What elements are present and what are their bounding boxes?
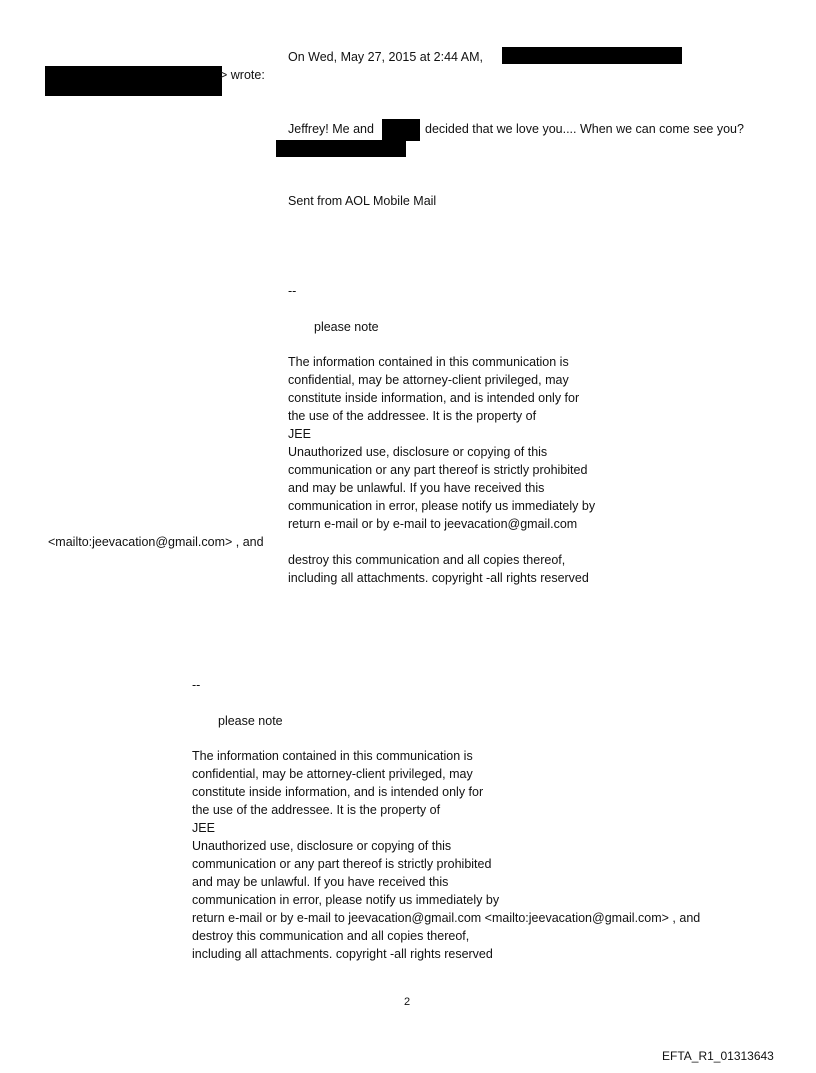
disclaimer-line: JEE bbox=[288, 427, 311, 441]
redaction-box bbox=[276, 140, 406, 157]
disclaimer-line: communication in error, please notify us immediately by bbox=[192, 893, 500, 907]
disclaimer-body bbox=[288, 353, 595, 533]
disclaimer-line: destroy this communication and all copies thereof, bbox=[288, 553, 566, 567]
disclaimer-line: confidential, may be attorney-client privileged, may bbox=[192, 767, 473, 781]
bates-number: EFTA_R1_01313643 bbox=[662, 1049, 774, 1063]
disclaimer-line: JEE bbox=[192, 821, 215, 835]
disclaimer-line: the use of the addressee. It is the property of bbox=[288, 409, 537, 423]
disclaimer-line: constitute inside information, and is intended only for bbox=[192, 785, 484, 799]
redaction-box bbox=[382, 119, 420, 141]
disclaimer-line: The information contained in this communication is bbox=[288, 355, 569, 369]
disclaimer-line: constitute inside information, and is intended only for bbox=[288, 391, 580, 405]
disclaimer-line: return e-mail or by e-mail to jeevacation@gmail.com bbox=[288, 517, 578, 531]
disclaimer-line: destroy this communication and all copies thereof, bbox=[192, 929, 470, 943]
reply-date-line: On Wed, May 27, 2015 at 2:44 AM, bbox=[288, 50, 484, 64]
disclaimer-line: communication or any part thereof is strictly prohibited bbox=[288, 463, 588, 477]
please-note-heading: please note bbox=[314, 320, 379, 334]
separator: -- bbox=[288, 284, 297, 298]
message-line-start: Jeffrey! Me and bbox=[288, 122, 374, 136]
disclaimer-line: including all attachments. copyright -all rights reserved bbox=[288, 571, 589, 585]
wrote-label: > wrote: bbox=[220, 68, 265, 82]
redaction-box bbox=[45, 66, 222, 96]
please-note-heading: please note bbox=[218, 714, 283, 728]
mailto-overflow-line: <mailto:jeevacation@gmail.com> , and bbox=[48, 535, 264, 549]
message-line-end: decided that we love you.... When we can come see you? bbox=[425, 122, 744, 136]
disclaimer-line: the use of the addressee. It is the property of bbox=[192, 803, 441, 817]
separator: -- bbox=[192, 678, 201, 692]
disclaimer-body-tail bbox=[288, 551, 589, 587]
redaction-box bbox=[502, 47, 682, 64]
disclaimer-line: Unauthorized use, disclosure or copying of this bbox=[192, 839, 452, 853]
disclaimer-line: confidential, may be attorney-client privileged, may bbox=[288, 373, 569, 387]
page-number: 2 bbox=[404, 996, 411, 1008]
disclaimer-line: and may be unlawful. If you have received this bbox=[288, 481, 545, 495]
disclaimer-line: and may be unlawful. If you have received this bbox=[192, 875, 449, 889]
mobile-mail-signature: Sent from AOL Mobile Mail bbox=[288, 194, 437, 208]
disclaimer-line: communication in error, please notify us immediately by bbox=[288, 499, 596, 513]
disclaimer-body bbox=[192, 747, 700, 963]
disclaimer-line: including all attachments. copyright -all rights reserved bbox=[192, 947, 493, 961]
disclaimer-line: communication or any part thereof is strictly prohibited bbox=[192, 857, 492, 871]
disclaimer-line: return e-mail or by e-mail to jeevacation@gmail.com <mailto:jeevacation@gmail.com> , and bbox=[192, 911, 701, 925]
disclaimer-line: The information contained in this communication is bbox=[192, 749, 473, 763]
disclaimer-line: Unauthorized use, disclosure or copying of this bbox=[288, 445, 548, 459]
